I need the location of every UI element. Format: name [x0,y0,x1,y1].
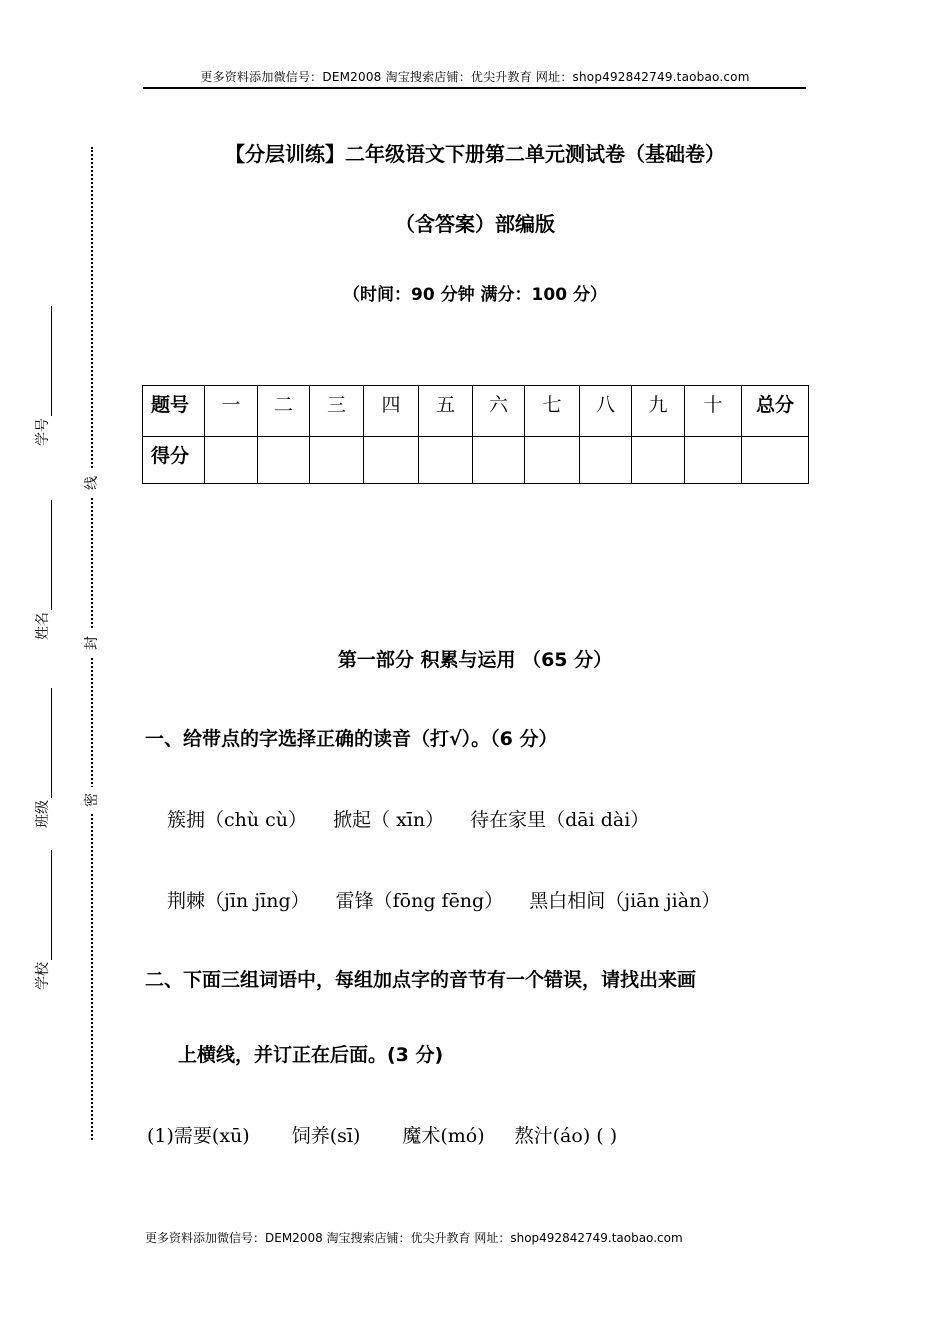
question-2-title: 二、下面三组词语中，每组加点字的音节有一个错误，请找出来画 [145,969,697,991]
page-footer: 更多资料添加微信号：DEM2008 淘宝搜索店铺：优尖升教育 网址：shop492842749.taobao.com [145,1231,683,1245]
school-field[interactable] [14,862,64,990]
exam-time-score: （时间：90 分钟 满分：100 分） [343,285,607,305]
name-label: 姓名 [35,612,51,640]
score-input-cell[interactable] [632,437,685,484]
table-cell: 五 [419,386,473,437]
section-title: 第一部分 积累与运用 （65 分） [337,649,613,671]
table-cell: 一 [205,386,258,437]
student-id-field[interactable] [14,318,64,446]
name-blank[interactable] [33,500,52,610]
score-input-cell[interactable] [580,437,632,484]
score-input-cell[interactable] [310,437,364,484]
page-header: 更多资料添加微信号：DEM2008 淘宝搜索店铺：优尖升教育 网址：shop492842749.taobao.com [200,70,750,84]
score-input-cell[interactable] [473,437,525,484]
question-1-line-1 [167,805,675,832]
score-input-cell[interactable] [525,437,580,484]
exam-subtitle: （含答案）部编版 [395,212,555,236]
pinyin-item[interactable]: 荆棘（jīn jīng） [167,890,310,912]
score-input-cell[interactable] [685,437,742,484]
table-cell: 六 [473,386,525,437]
question-2-title-cont: 上横线，并订正在后面。(3 分) [178,1044,444,1066]
score-table [142,385,809,484]
class-field[interactable] [14,700,64,828]
table-cell: 四 [364,386,419,437]
table-cell: 十 [685,386,742,437]
exam-title: 【分层训练】二年级语文下册第二单元测试卷（基础卷） [225,142,725,166]
word-item: 魔术(mó) [402,1125,485,1147]
binding-word-feng: 封 [81,630,101,656]
name-field[interactable] [14,512,64,640]
table-cell: 题号 [143,386,205,437]
score-input-cell[interactable] [258,437,310,484]
pinyin-item[interactable]: 待在家里（dāi dài） [470,809,650,831]
school-label: 学校 [35,962,51,990]
header-rule [143,87,806,89]
word-item: (1)需要(xū) [147,1125,250,1147]
student-id-blank[interactable] [33,306,52,416]
class-label: 班级 [35,800,51,828]
word-item: 饲养(sī) [291,1125,361,1147]
pinyin-item[interactable]: 雷锋（fōng fēng） [335,890,504,912]
score-input-cell[interactable] [419,437,473,484]
table-cell: 七 [525,386,580,437]
score-input-cell[interactable] [742,437,809,484]
table-cell: 二 [258,386,310,437]
binding-word-xian: 线 [81,470,101,496]
question-1-line-2 [167,886,746,913]
pinyin-item[interactable]: 掀起（ xīn） [333,809,445,831]
binding-word-mi: 密 [81,787,101,813]
table-cell: 得分 [143,437,205,484]
score-table-score-row [143,437,809,484]
table-cell: 总分 [742,386,809,437]
table-cell: 九 [632,386,685,437]
class-blank[interactable] [33,688,52,798]
table-cell: 三 [310,386,364,437]
pinyin-item[interactable]: 簇拥（chù cù） [167,809,308,831]
score-input-cell[interactable] [205,437,258,484]
table-cell: 八 [580,386,632,437]
answer-blank[interactable]: 熬汁(áo) ( ) [514,1125,618,1147]
score-input-cell[interactable] [364,437,419,484]
question-2-item-1 [147,1121,643,1148]
score-table-header-row [143,386,809,437]
school-blank[interactable] [33,850,52,960]
student-id-label: 学号 [35,418,51,446]
question-1-title: 一、给带点的字选择正确的读音（打√）。（6 分） [145,728,558,750]
pinyin-item[interactable]: 黑白相间（jiān jiàn） [529,890,721,912]
